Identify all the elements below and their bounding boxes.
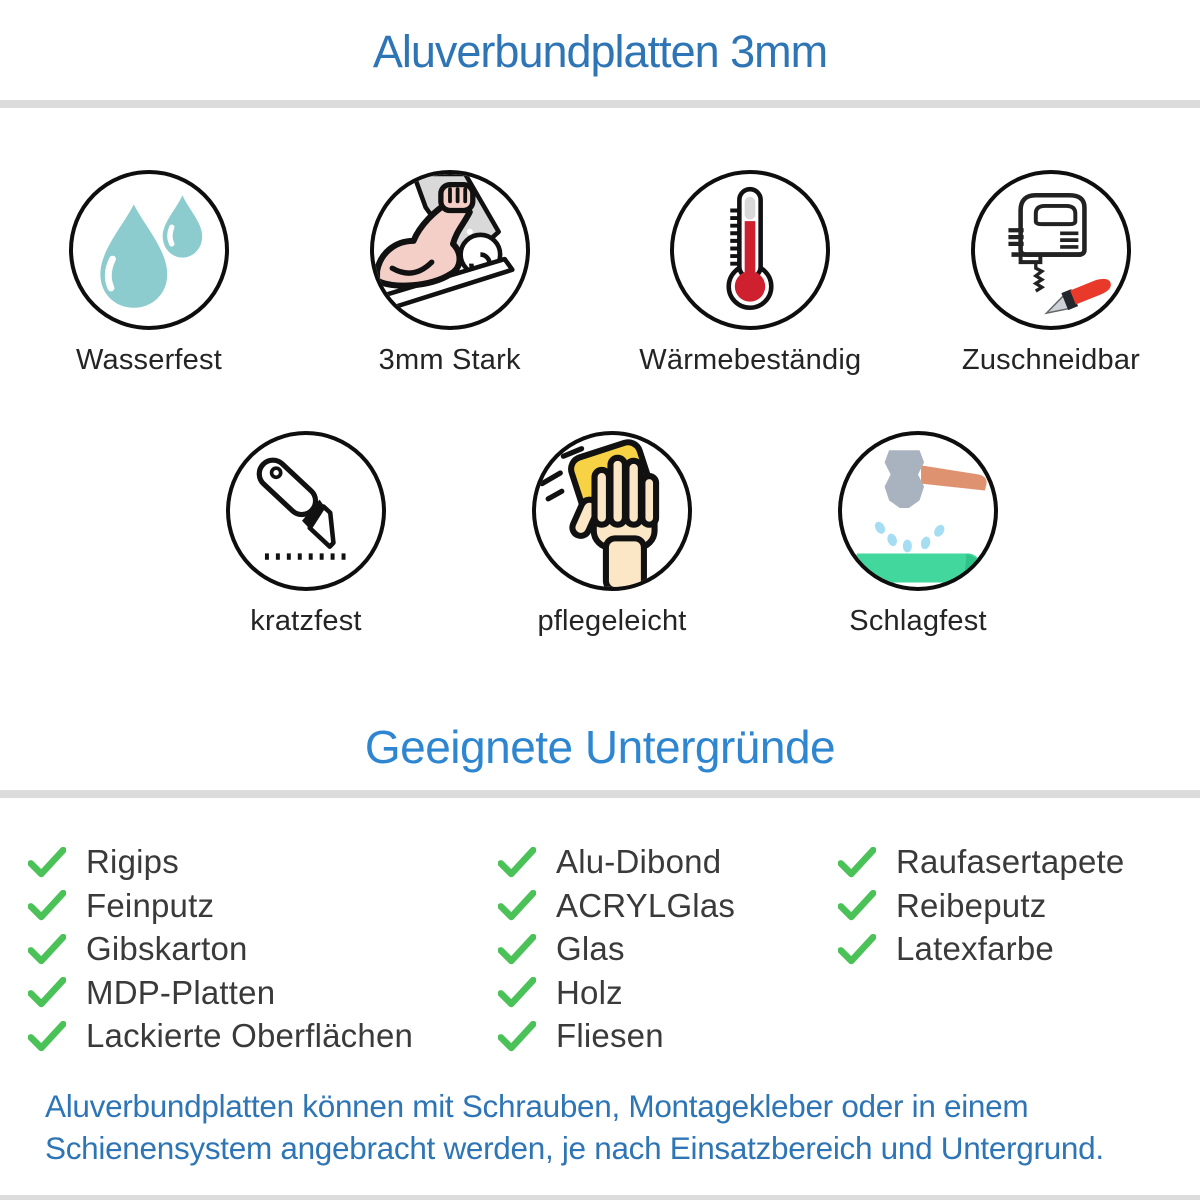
feature-label: Wasserfest: [76, 343, 222, 376]
check-icon: [501, 850, 533, 874]
feature-easy-care: [481, 431, 743, 638]
divider: [0, 1195, 1200, 1200]
page-title: Aluverbundplatten 3mm: [372, 26, 828, 77]
list-item-label: Lackierte Oberflächen: [86, 1017, 414, 1055]
list-item-label: Raufasertapete: [896, 843, 1125, 881]
check-icon: [501, 1024, 533, 1048]
thermometer-icon: [670, 170, 830, 330]
list-item: [28, 840, 498, 884]
list-item: [838, 840, 1200, 884]
mounting-note-line: Aluverbundplatten können mit Schrauben, Montagekleber oder in einem: [45, 1087, 1029, 1124]
list-item: [28, 927, 498, 971]
list-item-label: ACRYLGlas: [556, 886, 736, 924]
check-icon: [841, 937, 873, 961]
check-icon: [501, 937, 533, 961]
list-item-label: Reibeputz: [896, 886, 1047, 924]
check-icon: [841, 893, 873, 917]
list-item-label: Feinputz: [86, 886, 215, 924]
list-item: [838, 927, 1200, 971]
list-item: [498, 840, 838, 884]
muscle-arm-icon: [370, 170, 530, 330]
list-item-label: Latexfarbe: [896, 930, 1054, 968]
list-item: [28, 971, 498, 1015]
feature-row-1: [0, 170, 1200, 377]
check-icon: [31, 1024, 63, 1048]
list-item: [498, 971, 838, 1015]
list-item: [498, 1014, 838, 1058]
check-icon: [31, 937, 63, 961]
divider: [0, 790, 1200, 798]
list-item: [28, 884, 498, 928]
utility-knife-icon: [226, 431, 386, 591]
cleaning-cloth-hand-icon: [532, 431, 692, 591]
feature-label: Zuschneidbar: [961, 343, 1141, 376]
substrates-column-1: [28, 840, 498, 1058]
divider: [0, 100, 1200, 108]
hammer-icon: [838, 431, 998, 591]
list-item-label: Rigips: [86, 843, 179, 881]
feature-impact-resistant: [787, 431, 1049, 638]
list-item: [28, 1014, 498, 1058]
water-drops-icon: [69, 170, 229, 330]
list-item: [498, 927, 838, 971]
list-item-label: Holz: [556, 973, 623, 1011]
list-item-label: Gibskarton: [86, 930, 248, 968]
feature-label: Wärmebeständig: [639, 343, 862, 376]
substrates-column-2: [498, 840, 838, 1058]
list-item-label: Fliesen: [556, 1017, 664, 1055]
feature-cuttable: [920, 170, 1182, 377]
check-icon: [841, 850, 873, 874]
feature-row-2: [0, 431, 1200, 638]
list-item-label: MDP-Platten: [86, 973, 276, 1011]
feature-thickness: [319, 170, 581, 377]
feature-label: 3mm Stark: [378, 343, 521, 376]
check-icon: [501, 893, 533, 917]
feature-waterproof: [18, 170, 280, 377]
check-icon: [31, 980, 63, 1004]
substrates-column-3: [838, 840, 1200, 1058]
list-item: [498, 884, 838, 928]
mounting-note: [0, 1086, 1200, 1170]
feature-label: pflegeleicht: [537, 604, 687, 637]
check-icon: [31, 850, 63, 874]
check-icon: [501, 980, 533, 1004]
check-icon: [31, 893, 63, 917]
substrates-list: [0, 840, 1200, 1058]
feature-label: kratzfest: [250, 604, 362, 637]
list-item-label: Alu-Dibond: [556, 843, 722, 881]
feature-heat-resistant: [619, 170, 881, 377]
feature-scratch-resistant: [175, 431, 437, 638]
list-item: [838, 884, 1200, 928]
feature-label: Schlagfest: [849, 604, 987, 637]
list-item-label: Glas: [556, 930, 625, 968]
mounting-note-line: Schienensystem angebracht werden, je nach Einsatzbereich und Untergrund.: [45, 1129, 1104, 1166]
substrates-heading: Geeignete Untergründe: [364, 720, 836, 773]
jigsaw-icon: [971, 170, 1131, 330]
